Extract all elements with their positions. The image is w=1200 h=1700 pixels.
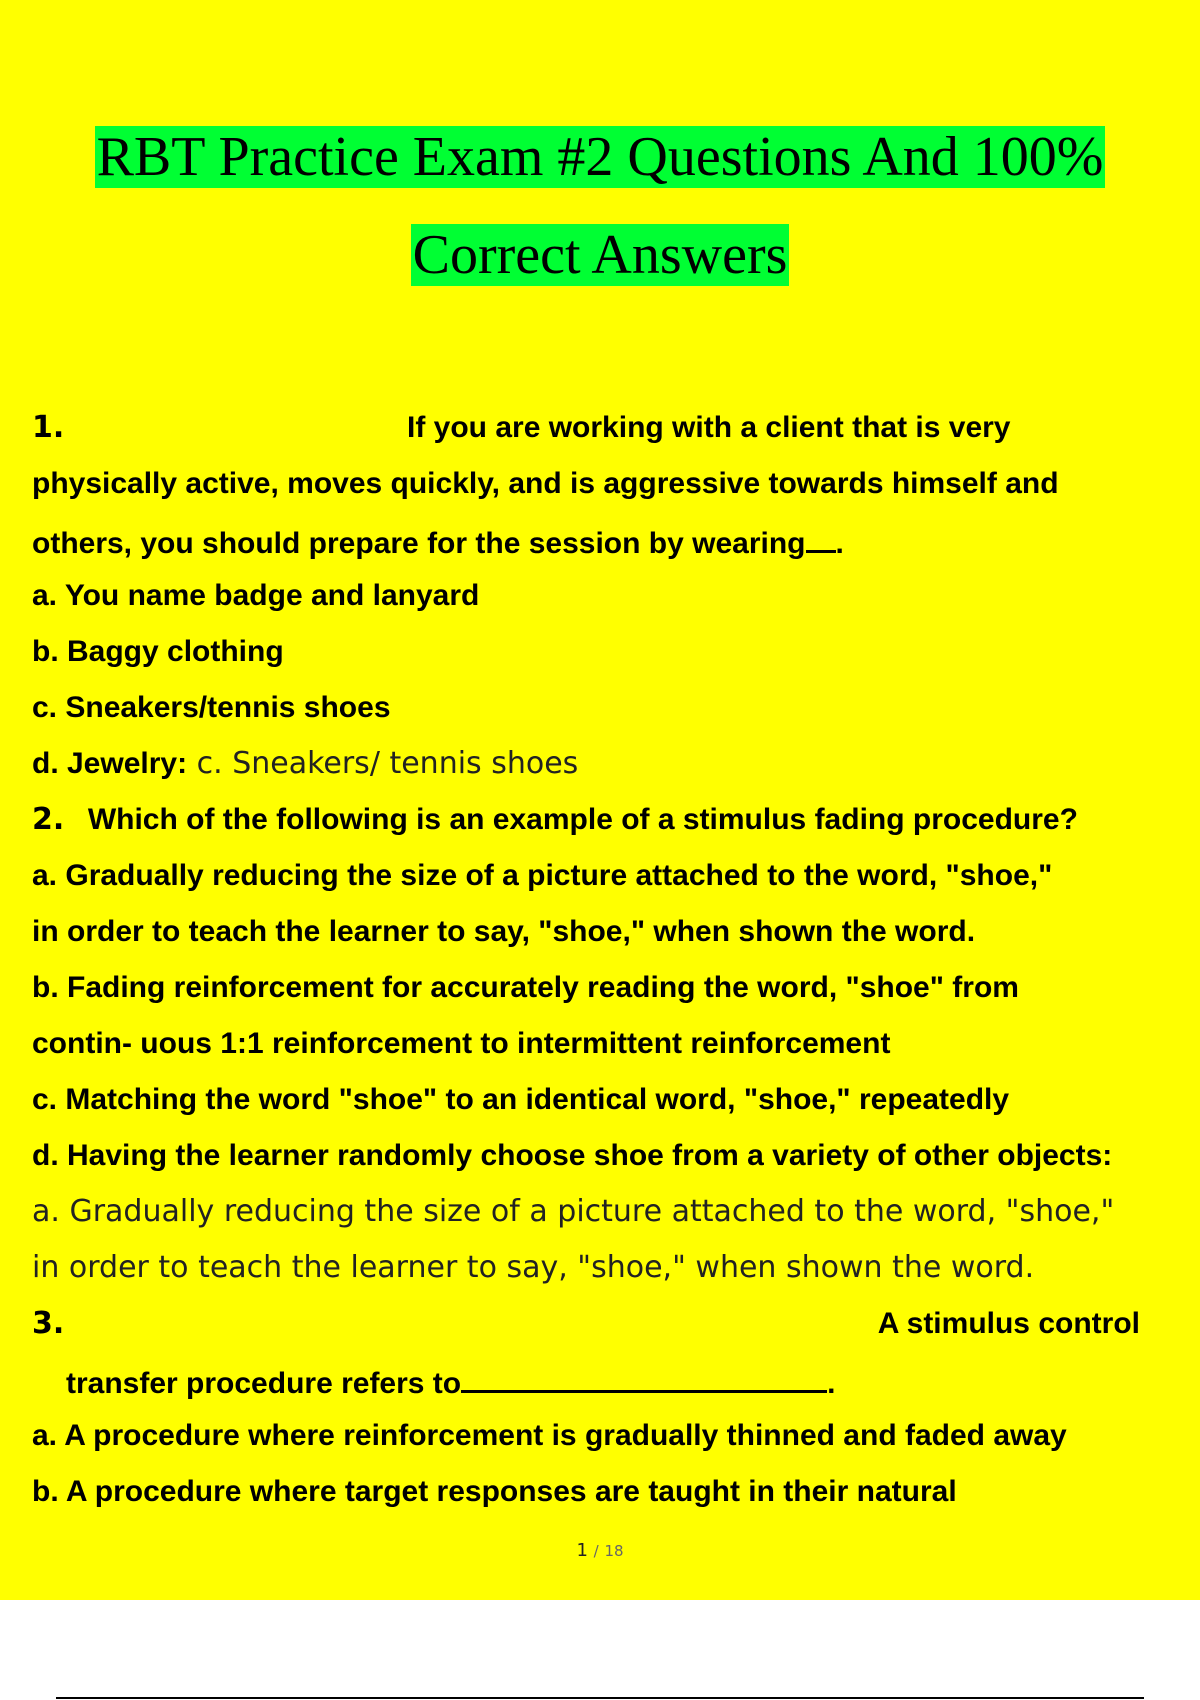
question-1-option-c: c. Sneakers/tennis shoes bbox=[32, 691, 391, 724]
question-1-stem-line-1 bbox=[32, 408, 1200, 448]
answer-blank bbox=[461, 1360, 827, 1393]
current-page-number: 1 bbox=[576, 1540, 588, 1561]
question-1-option-d: d. Jewelry: c. Sneakers/ tennis shoes bbox=[32, 746, 579, 781]
question-1-option-b: b. Baggy clothing bbox=[32, 635, 284, 668]
question-2-answer-line-2: in order to teach the learner to say, "shoe," when shown the word. bbox=[32, 1250, 1035, 1285]
question-1-answer: c. Sneakers/ tennis shoes bbox=[196, 746, 579, 781]
question-number: 2. bbox=[32, 802, 65, 837]
page-indicator: 1 / 18 bbox=[576, 1540, 624, 1561]
question-3-option-b: b. A procedure where target responses are taught in their natural bbox=[32, 1475, 957, 1508]
question-2-option-d: d. Having the learner randomly choose shoe from a variety of other objects: bbox=[32, 1139, 1113, 1172]
question-2-option-b-line-2: contin- uous 1:1 reinforcement to intermittent reinforcement bbox=[32, 1027, 891, 1060]
question-2-stem: 2. Which of the following is an example of a stimulus fading procedure? bbox=[32, 802, 1078, 837]
total-pages: 18 bbox=[604, 1542, 624, 1560]
question-2-option-a-line-2: in order to teach the learner to say, "shoe," when shown the word. bbox=[32, 915, 976, 948]
answer-blank bbox=[806, 520, 836, 553]
document-title-line-1: RBT Practice Exam #2 Questions And 100% bbox=[96, 126, 1104, 188]
question-1-stem-part: If you are working with a client that is very bbox=[407, 411, 1011, 444]
question-1-stem-line-2: physically active, moves quickly, and is aggressive towards himself and bbox=[32, 467, 1059, 500]
document-title-line-2: Correct Answers bbox=[412, 224, 788, 286]
page-divider bbox=[56, 1697, 1144, 1699]
question-3-stem-line-2: transfer procedure refers to . bbox=[66, 1360, 1200, 1404]
question-2-option-b-line-1: b. Fading reinforcement for accurately reading the word, "shoe" from bbox=[32, 971, 1019, 1004]
question-3-option-a: a. A procedure where reinforcement is gradually thinned and faded away bbox=[32, 1419, 1067, 1452]
question-2-option-c: c. Matching the word "shoe" to an identical word, "shoe," repeatedly bbox=[32, 1083, 1010, 1116]
question-3-stem-part: A stimulus control bbox=[877, 1307, 1140, 1340]
question-2-option-a-line-1: a. Gradually reducing the size of a picture attached to the word, "shoe," bbox=[32, 859, 1053, 892]
question-2-answer-line-1: a. Gradually reducing the size of a picture attached to the word, "shoe," bbox=[32, 1194, 1115, 1229]
question-3-stem-line-1 bbox=[32, 1304, 1200, 1344]
question-number: 3. bbox=[32, 1306, 65, 1341]
question-1-stem-line-3: others, you should prepare for the session by wearing . bbox=[32, 520, 1200, 564]
question-1-option-a: a. You name badge and lanyard bbox=[32, 579, 480, 612]
question-number: 1. bbox=[32, 410, 65, 445]
